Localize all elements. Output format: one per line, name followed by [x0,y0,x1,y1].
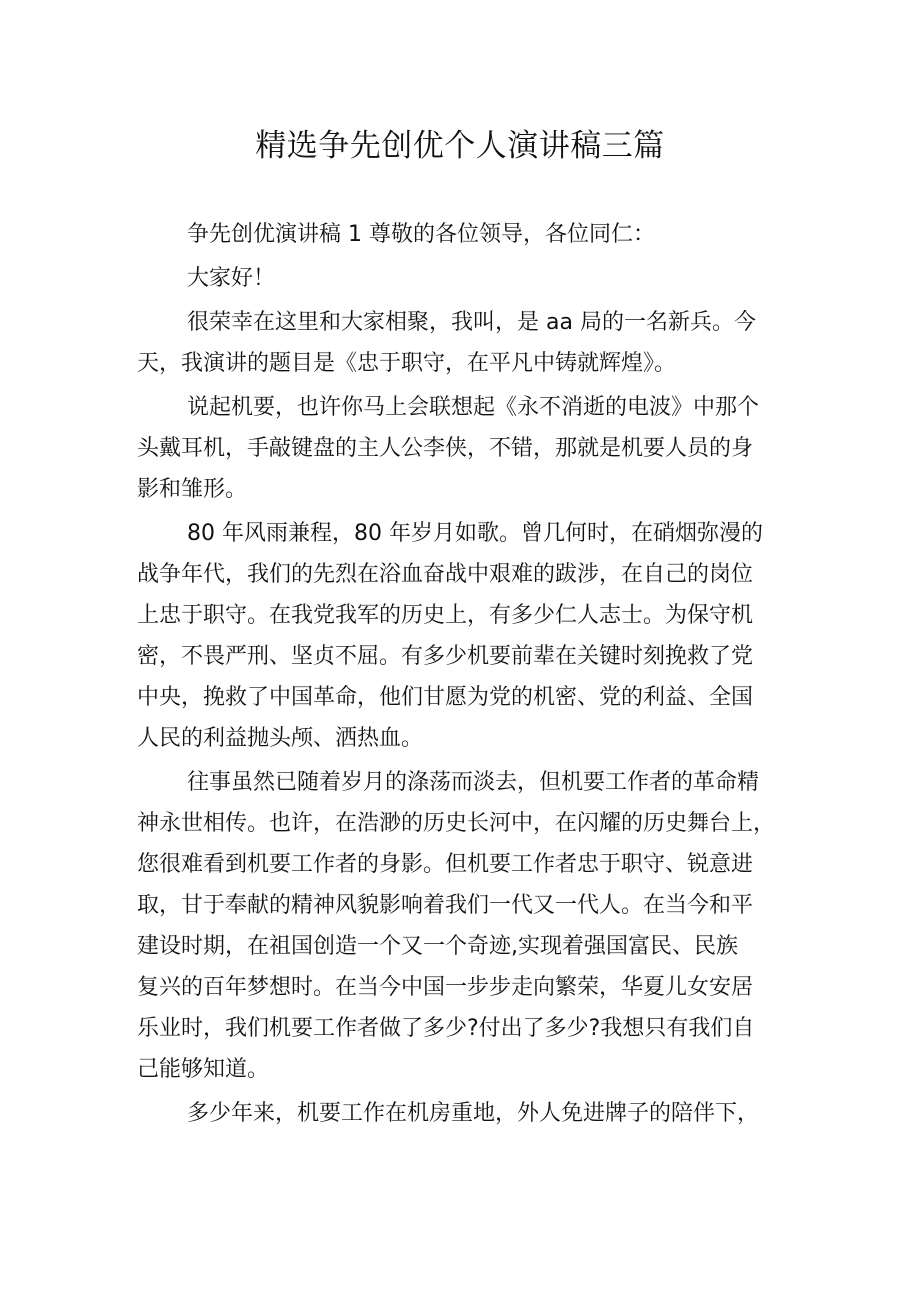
text-line: 己能够知道。 [137,1057,270,1082]
text-line: 往事虽然已随着岁月的涤荡而淡去，但机要工作者的革命精 [187,770,760,795]
text-line: 头戴耳机，手敲键盘的主人公李侠，不错，那就是机要人员的身 [137,436,754,461]
text-line: 战争年代，我们的先烈在浴血奋战中艰难的跋涉，在自己的岗位 [137,562,754,587]
text-line: 您很难看到机要工作者的身影。但机要工作者忠于职守、锐意进 [137,852,754,877]
text-line: 很荣幸在这里和大家相聚，我叫，是 aa 局的一名新兵。今 [187,310,756,335]
text-line: 复兴的百年梦想时。在当今中国一步步走向繁荣，华夏儿女安居 [137,975,754,1000]
text-line: 密，不畏严刑、坚贞不屈。有多少机要前辈在关键时刻挽救了党 [137,644,754,669]
document-body [137,214,787,1137]
paragraph-salutation [137,214,787,255]
text-line: 争先创优演讲稿 1 尊敬的各位领导，各位同仁： [187,222,655,247]
text-line: 80 年风雨兼程，80 年岁月如歌。曾几何时，在硝烟弥漫的 [187,521,763,546]
text-line: 大家好！ [187,266,276,291]
document-title: 精选争先创优个人演讲稿三篇 [255,128,665,164]
text-line: 神永世相传。也许，在浩渺的历史长河中，在闪耀的历史舞台上， [137,811,776,836]
text-line: 天，我演讲的题目是《忠于职守，在平凡中铸就辉煌》。 [137,351,677,376]
paragraph-years [137,1093,787,1134]
text-line: 乐业时，我们机要工作者做了多少?付出了多少?我想只有我们自 [137,1016,755,1041]
paragraph-history [137,513,787,759]
text-line: 影和雏形。 [137,477,248,502]
text-line: 建设时期，在祖国创造一个又一个奇迹,实现着强国富民、民族 [137,934,738,959]
text-line: 说起机要，也许你马上会联想起《永不消逝的电波》中那个 [187,395,760,420]
text-line: 多少年来，机要工作在机房重地，外人免进牌子的陪伴下， [187,1101,760,1126]
text-line: 人民的利益抛头颅、洒热血。 [137,726,424,751]
paragraph-spirit [137,762,787,1090]
paragraph-confidential-work [137,387,787,510]
paragraph-greeting [137,258,787,299]
text-line: 中央，挽救了中国革命，他们甘愿为党的机密、党的利益、全国 [137,685,754,710]
text-line: 上忠于职守。在我党我军的历史上，有多少仁人志士。为保守机 [137,603,754,628]
paragraph-introduction [137,302,787,384]
text-line: 取，甘于奉献的精神风貌影响着我们一代又一代人。在当今和平 [137,893,754,918]
